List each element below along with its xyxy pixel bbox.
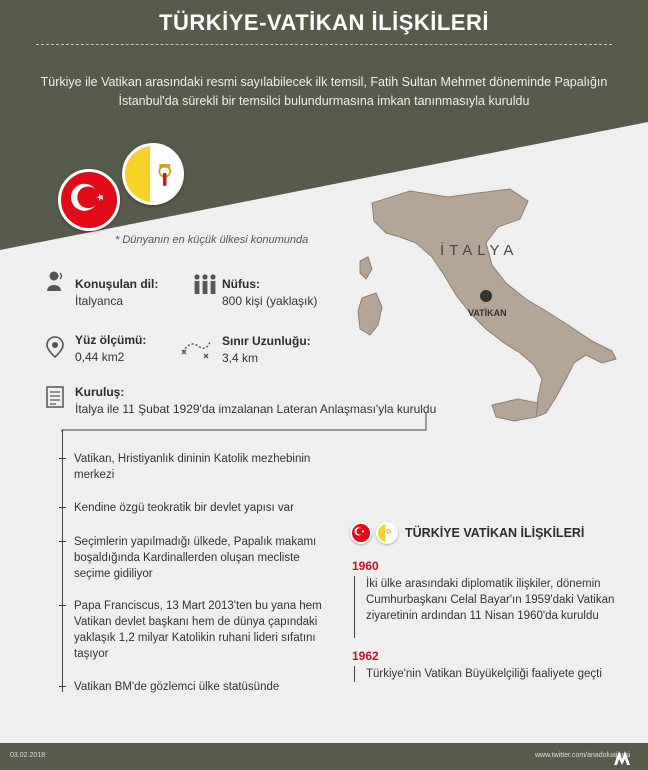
list-item: Seçimlerin yapılmadığı ülkede, Papalık makamı boşaldığında Kardinallerden oluşan mecliste seçime gidiliyor (74, 536, 317, 580)
vatican-flag-icon (122, 143, 184, 205)
speaker-icon (46, 270, 64, 292)
map-country-label: İTALYA (440, 242, 519, 259)
anadolu-agency-logo-icon (612, 747, 632, 767)
footer-twitter-handle[interactable]: www.twitter.com/anadoluajansi (535, 752, 631, 759)
route-icon (180, 336, 214, 360)
founding-value: İtalya ile 11 Şubat 1929'da imzalanan Lateran Anlaşması'yla kuruldu (75, 402, 437, 416)
turkey-mini-flag-icon (350, 522, 372, 544)
language-value: İtalyanca (75, 294, 124, 308)
list-tick (59, 686, 66, 687)
border-value: 3,4 km (222, 351, 259, 365)
list-timeline (62, 430, 63, 692)
list-item: Kendine özgü teokratik bir devlet yapısı var (74, 502, 294, 514)
footer-date: 03.02.2018 (10, 752, 46, 759)
list-tick (59, 507, 66, 508)
footnote: * Dünyanın en küçük ülkesi konumunda (115, 234, 309, 246)
area-label: Yüz ölçümü: (75, 333, 147, 347)
title-divider (36, 44, 612, 45)
language-label: Konuşulan dil: (75, 277, 159, 291)
document-icon (46, 386, 64, 408)
people-icon (193, 273, 217, 295)
list-tick (59, 605, 66, 606)
list-item: Vatikan BM'de gözlemci ülke statüsünde (74, 681, 280, 693)
turkey-flag-icon (58, 169, 120, 231)
page-title: TÜRKİYE-VATİKAN İLİŞKİLERİ (159, 10, 489, 35)
population-value: 800 kişi (yaklaşık) (222, 294, 318, 308)
area-value: 0,44 km2 (75, 350, 125, 364)
event-text: Türkiye'nin Vatikan Büyükelçiliği faaliyete geçti (366, 668, 602, 680)
border-label: Sınır Uzunluğu: (222, 334, 311, 348)
intro-text: Türkiye ile Vatikan arasındaki resmi sayılabilecek ilk temsil, Fatih Sultan Mehmet döneminde Papalığın İstanbul'da sürekli bir temsilci bulundurmasına imkan tanınmasıyla kuruldu (40, 75, 608, 108)
event-bar (354, 666, 355, 682)
founding-label: Kuruluş: (75, 385, 125, 399)
list-tick (59, 458, 66, 459)
population-label: Nüfus: (222, 277, 260, 291)
list-item: Papa Franciscus, 13 Mart 2013'ten bu yana hem Vatikan devlet başkanı hem de dünya çapındaki yaklaşık 1,2 milyar Katolikin ruhani lideri sıfatını taşıyor (74, 600, 322, 660)
vatican-location-marker (480, 290, 492, 302)
relations-title: TÜRKİYE VATİKAN İLİŞKİLERİ (405, 526, 585, 540)
event-year: 1960 (352, 559, 379, 573)
connector-line (60, 410, 432, 434)
list-item: Vatikan, Hristiyanlık dininin Katolik mezhebinin merkezi (74, 453, 311, 481)
vatican-mini-flag-icon (376, 522, 398, 544)
footer (0, 743, 648, 770)
event-year: 1962 (352, 649, 379, 663)
location-pin-icon (46, 336, 64, 358)
event-bar (354, 576, 355, 638)
map-city-label: VATİKAN (468, 308, 507, 318)
list-tick (59, 541, 66, 542)
event-text: İki ülke arasındaki diplomatik ilişkiler, dönemin Cumhurbaşkanı Celal Bayar'ın 1959'daki Vatikan ziyaretinin ardından 11 Nisan 1960'da kuruldu (366, 578, 615, 622)
